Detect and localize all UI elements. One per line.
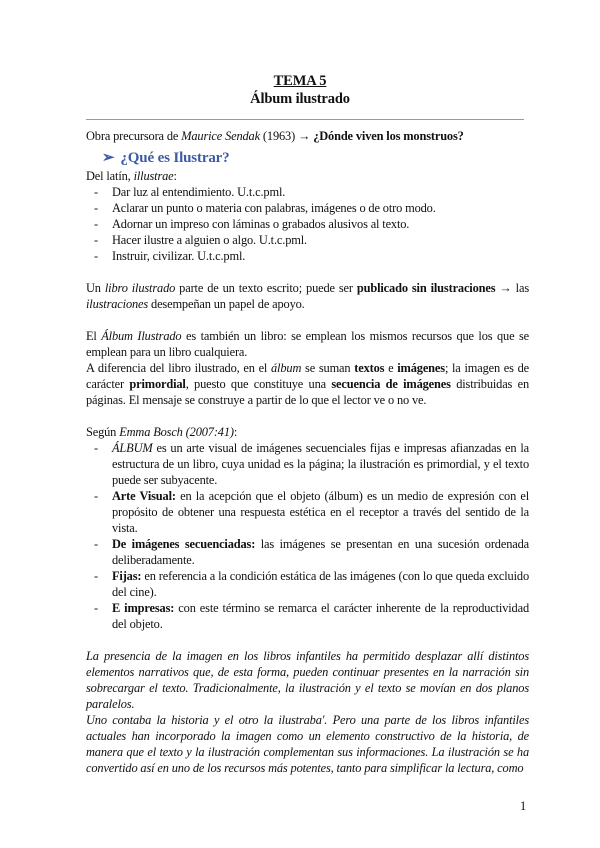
- document-body: [86, 128, 529, 776]
- list-item-text: Dar luz al entendimiento. U.t.c.pml.: [112, 185, 286, 199]
- list-item-text: en referencia a la condición estática de las imágenes (con lo que queda excluido del cine).: [112, 569, 529, 599]
- text-run: → las: [495, 281, 529, 295]
- text-run: A diferencia del libro ilustrado, en el: [86, 361, 272, 375]
- list-item-text: Aclarar un punto o materia con palabras, imágenes o de otro modo.: [112, 201, 436, 215]
- text-run-bold: imágenes: [397, 361, 445, 375]
- text-run-italic: Álbum Ilustrado: [101, 329, 182, 343]
- text-run: , puesto que constituye una: [185, 377, 332, 391]
- text-run: parte de un texto escrito; puede ser: [175, 281, 357, 295]
- list-item: [86, 568, 529, 600]
- arrow-bullet-icon: ➢: [102, 150, 115, 166]
- list-item-text: las imágenes se presentan en una sucesión ordenada deliberadamente.: [112, 537, 529, 567]
- text-run: e: [384, 361, 398, 375]
- list-item: [86, 200, 529, 216]
- text-run: El: [86, 329, 102, 343]
- text-run: distribuidas en páginas. El mensaje se construye a partir de lo que el lector ve o no ve.: [86, 377, 530, 407]
- latin-word: illustrae: [133, 169, 174, 183]
- spacer: [86, 632, 529, 648]
- text-run: :: [233, 425, 238, 439]
- spacer: [86, 408, 529, 424]
- text-run: ; la imagen es de carácter: [86, 361, 530, 391]
- paragraph-diferencia: [86, 360, 529, 408]
- quote-paragraph-1: La presencia de la imagen en los libros infantiles ha permitido desplazar allí distintos elementos narrativos que, de esta forma, pueden continuar presentes en la narración sin sobrecargar el texto. Tradicionalmente, la ilustración y el texto se movían en dos planos paralelos.: [86, 649, 529, 711]
- spacer: [86, 264, 529, 280]
- dash-bullet: -: [94, 249, 98, 263]
- list-item-lead: ÁLBUM: [112, 441, 153, 455]
- bosch-list: [86, 440, 529, 632]
- dash-bullet: -: [94, 489, 98, 503]
- dash-bullet: -: [94, 217, 98, 231]
- dash-bullet: -: [94, 569, 98, 583]
- text-run-bold: publicado sin ilustraciones: [356, 281, 496, 295]
- list-item-lead: E impresas:: [112, 601, 175, 615]
- list-item: [86, 248, 529, 264]
- list-item: [86, 536, 529, 568]
- list-item-text: Adornar un impreso con láminas o grabados alusivos al texto.: [112, 217, 410, 231]
- text-run: es también un libro: se emplean los mismos recursos que los que se emplean para un libro cualquiera.: [86, 329, 529, 359]
- document-title: [0, 72, 600, 108]
- latin-line: [86, 168, 529, 184]
- text-run-italic: libro ilustrado: [104, 281, 176, 295]
- quote-paragraph-2: Uno contaba la historia y el otro la ilustraba'. Pero una parte de los libros infantiles actuales han incorporado la imagen como un elemento constructivo de la historia, de manera que el texto y la ilustración complementan sus informaciones. La ilustración se ha convertido así en uno de los recursos más potentes, tanto para simplificar la lectura, como: [86, 713, 529, 775]
- citation: Emma Bosch (2007:41): [119, 425, 234, 439]
- list-item: [86, 488, 529, 536]
- list-item: [86, 184, 529, 200]
- list-item-lead: De imágenes secuenciadas:: [112, 537, 256, 551]
- intro-work: ¿Dónde viven los monstruos?: [313, 129, 464, 143]
- text-run: se suman: [301, 361, 355, 375]
- list-item-text: Instruir, civilizar. U.t.c.pml.: [112, 249, 246, 263]
- dash-bullet: -: [94, 201, 98, 215]
- list-item: [86, 600, 529, 632]
- section-heading-text: ¿Qué es Ilustrar?: [120, 150, 230, 166]
- horizontal-rule: [86, 119, 524, 120]
- paragraph-album-ilustrado: [86, 328, 529, 360]
- dash-bullet: -: [94, 185, 98, 199]
- paragraph-libro-ilustrado: [86, 280, 529, 312]
- list-item: [86, 216, 529, 232]
- latin-colon: :: [173, 169, 177, 183]
- text-run: Un: [86, 281, 105, 295]
- list-item-lead: Arte Visual:: [112, 489, 176, 503]
- title-subtitle: Álbum ilustrado: [250, 91, 350, 107]
- intro-year: (1963) →: [259, 129, 314, 143]
- dash-bullet: -: [94, 601, 98, 615]
- dash-bullet: -: [94, 441, 98, 455]
- list-item-lead: Fijas:: [112, 569, 142, 583]
- latin-text: Del latín,: [86, 169, 134, 183]
- list-item: [86, 232, 529, 248]
- list-item: [86, 440, 529, 488]
- list-item-text: Hacer ilustre a alguien o algo. U.t.c.pml.: [112, 233, 307, 247]
- text-run: desempeñan un papel de apoyo.: [148, 297, 305, 311]
- section-heading: [102, 148, 529, 168]
- definition-list: [86, 184, 529, 264]
- text-run-italic: ilustraciones: [86, 297, 149, 311]
- text-run-bold: secuencia de imágenes: [331, 377, 451, 391]
- page-number: 1: [520, 799, 527, 813]
- list-item-text: en la acepción que el objeto (álbum) es un medio de expresión con el propósito de obtener una respuesta estética en el receptor a través del sentido de la vista.: [112, 489, 530, 535]
- intro-author: Maurice Sendak: [181, 129, 260, 143]
- dash-bullet: -: [94, 537, 98, 551]
- bosch-intro: [86, 424, 529, 440]
- text-run: Según: [86, 425, 120, 439]
- title-tema: TEMA 5: [273, 73, 327, 89]
- list-item-text: es un arte visual de imágenes secuenciales fijas e impresas afianzadas en la estructura de un libro, cuya unidad es la página; la ilustración es primordial, y el texto puede ser subyacente.: [112, 441, 529, 487]
- spacer: [86, 312, 529, 328]
- intro-line: [86, 128, 529, 144]
- intro-text: Obra precursora de: [86, 129, 182, 143]
- dash-bullet: -: [94, 233, 98, 247]
- text-run-bold: textos: [354, 361, 385, 375]
- text-run-italic: álbum: [271, 361, 302, 375]
- text-run-bold: primordial: [129, 377, 186, 391]
- list-item-text: con este término se remarca el carácter inherente de la reproductividad del objeto.: [112, 601, 529, 631]
